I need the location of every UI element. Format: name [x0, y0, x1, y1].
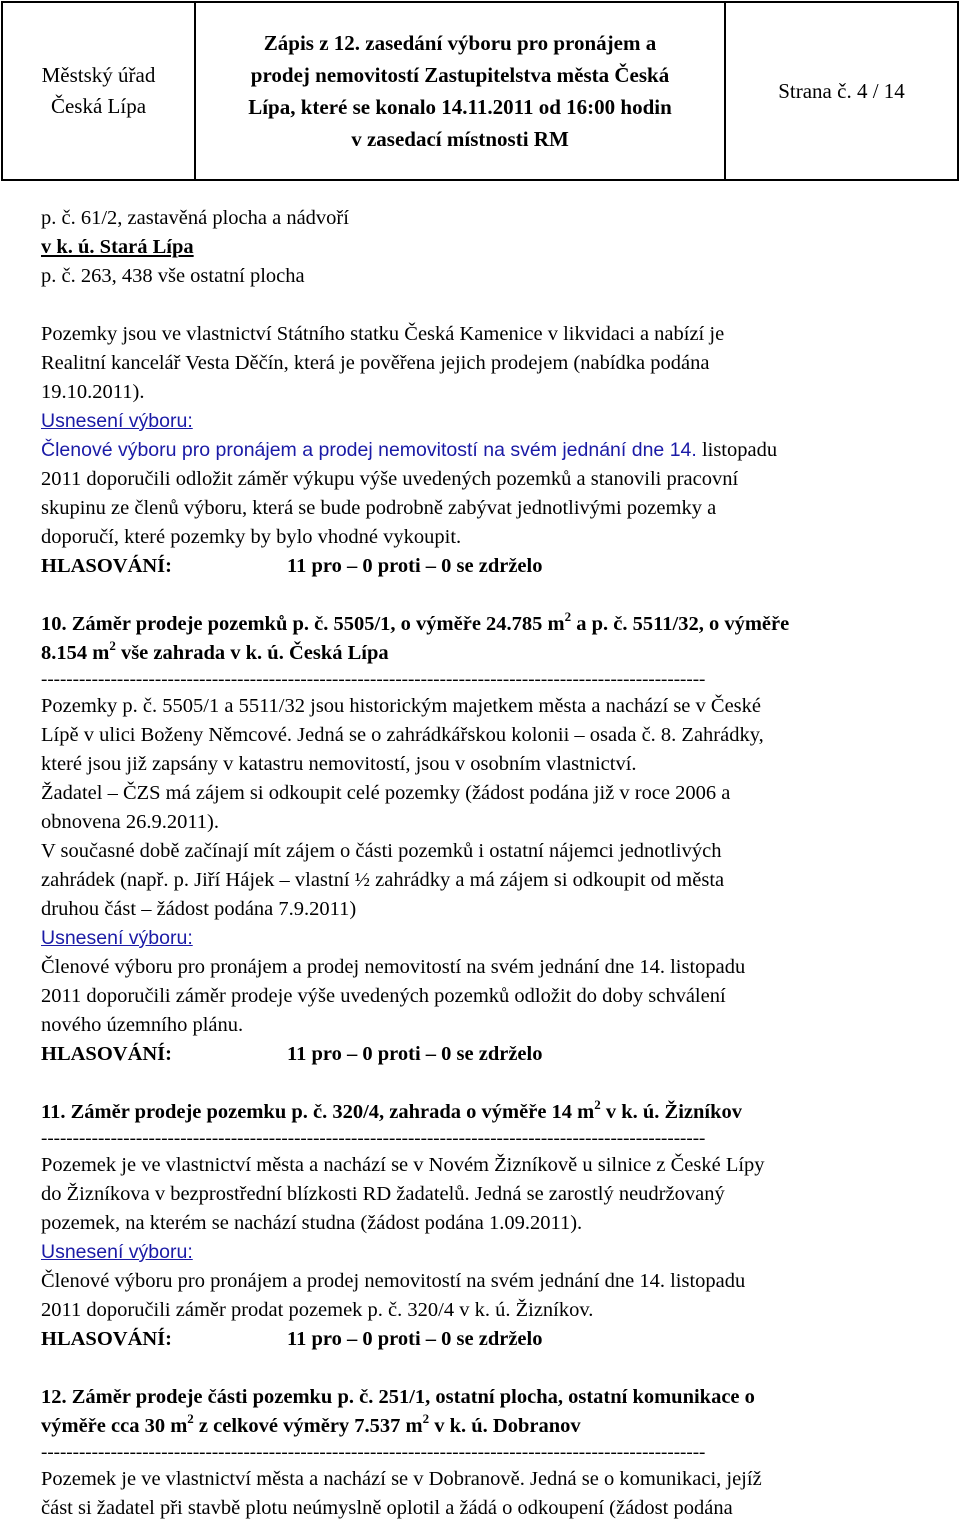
- parcel-line: p. č. 61/2, zastavěná plocha a nádvoří: [41, 207, 349, 229]
- document-body: [41, 204, 931, 1523]
- vote-line: [41, 552, 931, 581]
- resolution-line: skupinu ze členů výboru, která se bude podrobně zabývat jednotlivými pozemky a: [41, 497, 717, 519]
- paragraph-line: Lípě v ulici Boženy Němcové. Jedná se o zahrádkářskou kolonii – osada č. 8. Zahrádky,: [41, 724, 764, 746]
- separator: ---------------------------------------------------------------------------------------------------------: [41, 1128, 706, 1149]
- separator: ---------------------------------------------------------------------------------------------------------: [41, 1442, 706, 1463]
- paragraph-line: obnovena 26.9.2011).: [41, 811, 220, 833]
- office-line-2: Česká Lípa: [50, 94, 147, 118]
- paragraph-line: Realitní kancelář Vesta Děčín, která je pověřena jejich prodejem (nabídka podána: [41, 352, 710, 374]
- vote-label: HLASOVÁNÍ:: [41, 1328, 172, 1350]
- office-cell: [2, 2, 195, 180]
- heading-text: v k. ú. Žizníkov: [600, 1101, 743, 1123]
- title-line-3: Lípa, které se konalo 14.11.2011 od 16:00 hodin: [248, 95, 672, 119]
- title-line-4: v zasedací místnosti RM: [351, 127, 569, 151]
- paragraph-line: zahrádek (např. p. Jiří Hájek – vlastní ½ zahrádky a má zájem si odkoupit od města: [41, 869, 725, 891]
- resolution-line: [41, 436, 931, 465]
- page-header: [1, 1, 959, 181]
- parcel-line: p. č. 263, 438 vše ostatní plocha: [41, 265, 305, 287]
- heading-text: z celkové výměry 7.537 m: [193, 1415, 423, 1437]
- page-number-cell: [725, 2, 958, 180]
- heading-text: 11. Záměr prodeje pozemku p. č. 320/4, zahrada o výměře 14 m: [41, 1101, 595, 1123]
- heading-text: 10. Záměr prodeje pozemků p. č. 5505/1, o výměře 24.785 m: [41, 613, 565, 635]
- vote-line: [41, 1325, 931, 1354]
- paragraph-line: 19.10.2011).: [41, 381, 145, 403]
- resolution-line: 2011 doporučili záměr prodeje výše uvedených pozemků odložit do doby schválení: [41, 985, 726, 1007]
- paragraph-line: část si žadatel při stavbě plotu neúmyslně oplotil a žádá o odkoupení (žádost podána: [41, 1497, 733, 1519]
- office-line-1: Městský úřad: [41, 63, 156, 87]
- vote-line: [41, 1040, 931, 1069]
- section-heading: [41, 610, 931, 639]
- vote-result: 11 pro – 0 proti – 0 se zdrželo: [287, 1328, 543, 1350]
- paragraph-line: Pozemky p. č. 5505/1 a 5511/32 jsou historickým majetkem města a nachází se v České: [41, 695, 761, 717]
- paragraph-line: do Žizníkova v bezprostřední blízkosti RD žadatelů. Jedná se zarostlý neudržovaný: [41, 1183, 725, 1205]
- resolution-lead: Členové výboru pro pronájem a prodej nemovitostí na svém jednání dne 14.: [41, 439, 697, 461]
- heading-text: a p. č. 5511/32, o výměře: [571, 613, 790, 635]
- resolution-line: Členové výboru pro pronájem a prodej nemovitostí na svém jednání dne 14. listopadu: [41, 1270, 746, 1292]
- paragraph-line: Pozemek je ve vlastnictví města a nachází se v Novém Žizníkově u silnice z České Lípy: [41, 1154, 765, 1176]
- title-line-1: Zápis z 12. zasedání výboru pro pronájem a: [263, 31, 657, 55]
- page-number: Strana č. 4 / 14: [778, 78, 905, 103]
- heading-text: výměře cca 30 m: [41, 1415, 188, 1437]
- resolution-label: Usnesení výboru:: [41, 410, 193, 432]
- superscript: 2: [564, 609, 572, 624]
- vote-label: HLASOVÁNÍ:: [41, 555, 172, 577]
- heading-text: v k. ú. Dobranov: [429, 1415, 581, 1437]
- superscript: 2: [594, 1097, 601, 1112]
- resolution-line: nového územního plánu.: [41, 1014, 244, 1036]
- section-heading: [41, 639, 931, 668]
- section-heading: [41, 1098, 931, 1127]
- superscript: 2: [109, 638, 116, 653]
- section-heading: 12. Záměr prodeje části pozemku p. č. 251/1, ostatní plocha, ostatní komunikace o: [41, 1386, 755, 1408]
- cadastral-area-line: v k. ú. Stará Lípa: [41, 236, 194, 258]
- paragraph-line: druhou část – žádost podána 7.9.2011): [41, 898, 357, 920]
- vote-result: 11 pro – 0 proti – 0 se zdrželo: [287, 555, 543, 577]
- paragraph-line: Pozemky jsou ve vlastnictví Státního statku Česká Kamenice v likvidaci a nabízí je: [41, 323, 725, 345]
- title-line-2: prodej nemovitostí Zastupitelstva města Česká: [250, 63, 670, 87]
- section-heading: [41, 1412, 931, 1441]
- resolution-lead-rest: listopadu: [696, 439, 778, 461]
- superscript: 2: [422, 1411, 430, 1426]
- superscript: 2: [187, 1411, 194, 1426]
- resolution-label: Usnesení výboru:: [41, 1241, 193, 1263]
- paragraph-line: Žadatel – ČZS má zájem si odkoupit celé pozemky (žádost podána již v roce 2006 a: [41, 782, 731, 804]
- resolution-label: Usnesení výboru:: [41, 927, 193, 949]
- title-cell: [195, 2, 725, 180]
- paragraph-line: které jsou již zapsány v katastru nemovitostí, jsou v osobním vlastnictví.: [41, 753, 637, 775]
- paragraph-line: V současné době začínají mít zájem o části pozemků i ostatní nájemci jednotlivých: [41, 840, 722, 862]
- resolution-line: 2011 doporučili záměr prodat pozemek p. č. 320/4 v k. ú. Žizníkov.: [41, 1299, 594, 1321]
- resolution-line: 2011 doporučili odložit záměr výkupu výše uvedených pozemků a stanovili pracovní: [41, 468, 739, 490]
- resolution-line: doporučí, které pozemky by bylo vhodné vykoupit.: [41, 526, 462, 548]
- paragraph-line: Pozemek je ve vlastnictví města a nachází se v Dobranově. Jedná se o komunikaci, jejíž: [41, 1468, 762, 1490]
- vote-label: HLASOVÁNÍ:: [41, 1043, 172, 1065]
- resolution-line: Členové výboru pro pronájem a prodej nemovitostí na svém jednání dne 14. listopadu: [41, 956, 746, 978]
- heading-text: 8.154 m: [41, 642, 110, 664]
- vote-result: 11 pro – 0 proti – 0 se zdrželo: [287, 1043, 543, 1065]
- separator: ---------------------------------------------------------------------------------------------------------: [41, 669, 706, 690]
- paragraph-line: pozemek, na kterém se nachází studna (žádost podána 1.09.2011).: [41, 1212, 583, 1234]
- heading-text: vše zahrada v k. ú. Česká Lípa: [115, 642, 389, 664]
